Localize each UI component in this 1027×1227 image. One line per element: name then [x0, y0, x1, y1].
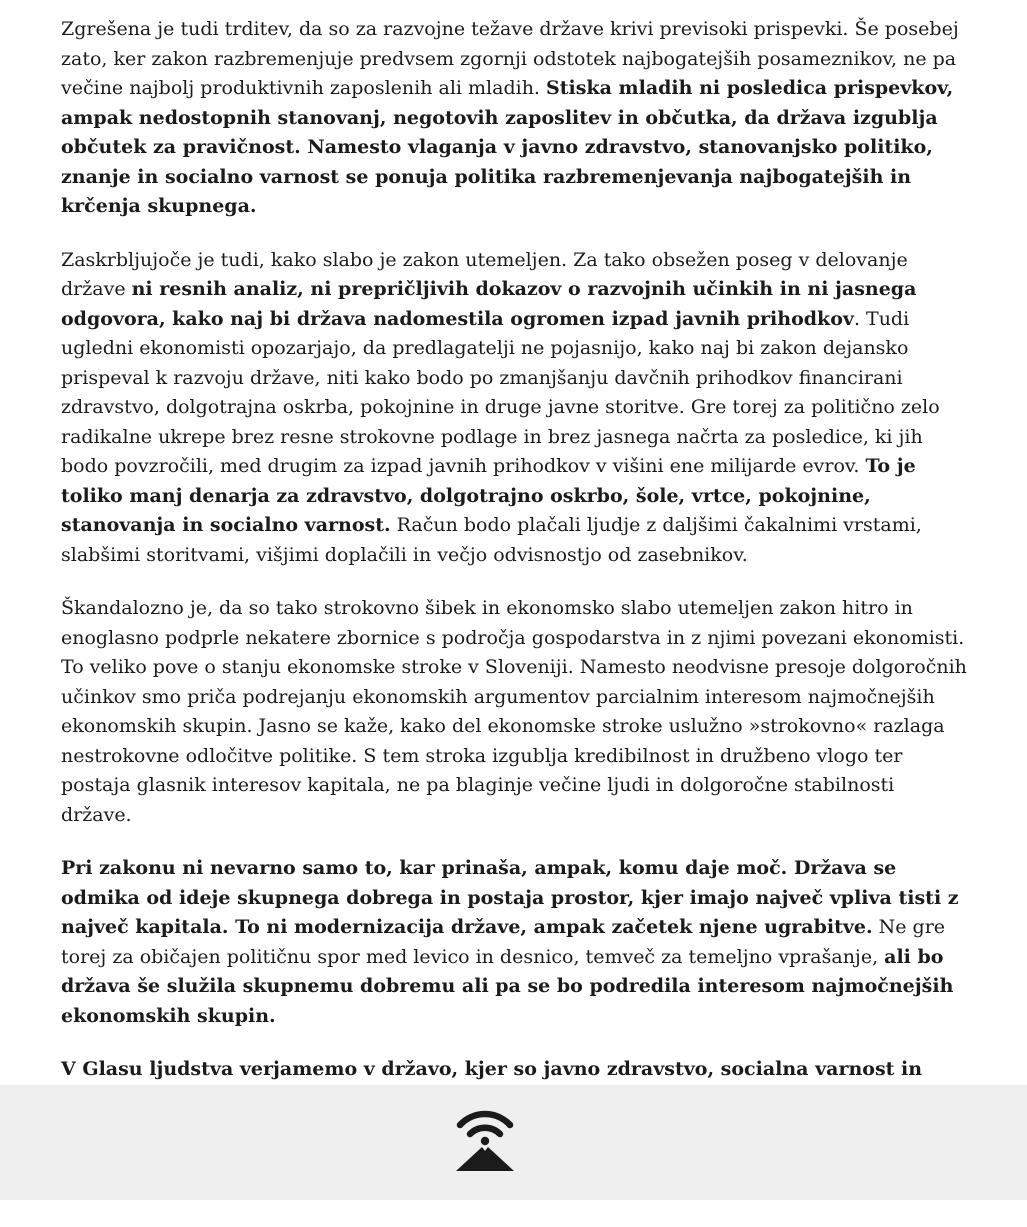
body-text: Zgrešena je tudi trditev, da so za razvojne težave države krivi previsoki prispevki. Še posebej zato, ker zakon razbremenjuje predvsem zgornji odstotek najbogatejših posameznikov, ne pa večine najbolj produktivnih zaposlenih ali mladih.: [61, 18, 959, 99]
bold-text: To je toliko manj denarja za zdravstvo, dolgotrajno oskrbo, šole, vrtce, pokojnine, stanovanja in socialno varnost.: [61, 455, 916, 536]
bold-text: ali bo država še služila skupnemu dobremu ali pa se bo podredila interesom najmočnejših ekonomskih skupin.: [61, 945, 954, 1027]
signal-mountain-icon[interactable]: [456, 1103, 514, 1171]
bold-text: Pri zakonu ni nevarno samo to, kar prinaša, ampak, komu daje moč. Država se odmika od ideje skupnega dobrega in postaja prostor, kjer imajo največ vpliva tisti z največ kapitala. To ni modernizacija države, ampak začetek njene ugrabitve.: [61, 857, 959, 938]
bold-text: Stiska mladih ni posledica prispevkov, ampak nedostopnih stanovanj, negotovih zaposlitev in občutka, da država izgublja občutek za pravičnost. Namesto vlaganja v javno zdravstvo, stanovanjsko politiko, znanje in socialno varnost se ponuja politika razbremenjevanja najbogatejših in krčenja skupnega.: [61, 77, 954, 217]
bold-text: ni resnih analiz, ni prepričljivih dokazov o razvojnih učinkih in ni jasnega odgovora, kako naj bi država nadomestila ogromen izpad javnih prihodkov: [61, 278, 917, 330]
body-text: Škandalozno je, da so tako strokovno šibek in ekonomsko slabo utemeljen zakon hitro in enoglasno podprle nekatere zbornice s področja gospodarstva in z njimi povezani ekonomisti. To veliko pove o stanju ekonomske stroke v Sloveniji. Namesto neodvisne presoje dolgoročnih učinkov smo priča podrejanju ekonomskih argumentov parcialnim interesom najmočnejših ekonomskih skupin. Jasno se kaže, kako del ekonomske stroke uslužno »strokovno« razlaga nestrokovne odločitve politike. S tem stroka izgublja kredibilnost in družbeno vlogo ter postaja glasnik interesov kapitala, ne pa blaginje večine ljudi in dolgoročne stabilnosti države.: [61, 597, 967, 826]
article-paragraph: [61, 246, 969, 571]
bold-text: V Glasu ljudstva verjamemo v državo, kjer so javno zdravstvo, socialna varnost in: [61, 1058, 923, 1080]
article-paragraph: [61, 15, 969, 222]
body-text: Račun bodo plačali ljudje z daljšimi čakalnimi vrstami, slabšimi storitvami, višjimi doplačili in večjo odvisnostjo od zasebnikov.: [61, 514, 922, 566]
article-paragraph: [61, 594, 969, 830]
body-text: Zaskrbljujoče je tudi, kako slabo je zakon utemeljen. Za tako obsežen poseg v delovanje države: [61, 248, 908, 300]
body-text: . Tudi ugledni ekonomisti opozarjajo, da predlagatelji ne pojasnijo, kako naj bi zakon dejansko prispeval k razvoju države, niti kako bodo po zmanjšanju davčnih prihodkov financirani zdravstvo, dolgotrajna oskrba, pokojnine in druge javne storitve. Gre torej za politično zelo radikalne ukrepe brez resne strokovne podlage in brez jasnega načrta za posledice, ki jih bodo povzročili, med drugim za izpad javnih prihodkov v višini ene milijarde evrov.: [61, 307, 940, 477]
footer: [0, 1085, 1027, 1200]
body-text: Ne gre torej za običajen političnu spor med levico in desnico, temveč za temeljno vprašanje,: [61, 916, 946, 968]
article-paragraph: [61, 854, 969, 1031]
